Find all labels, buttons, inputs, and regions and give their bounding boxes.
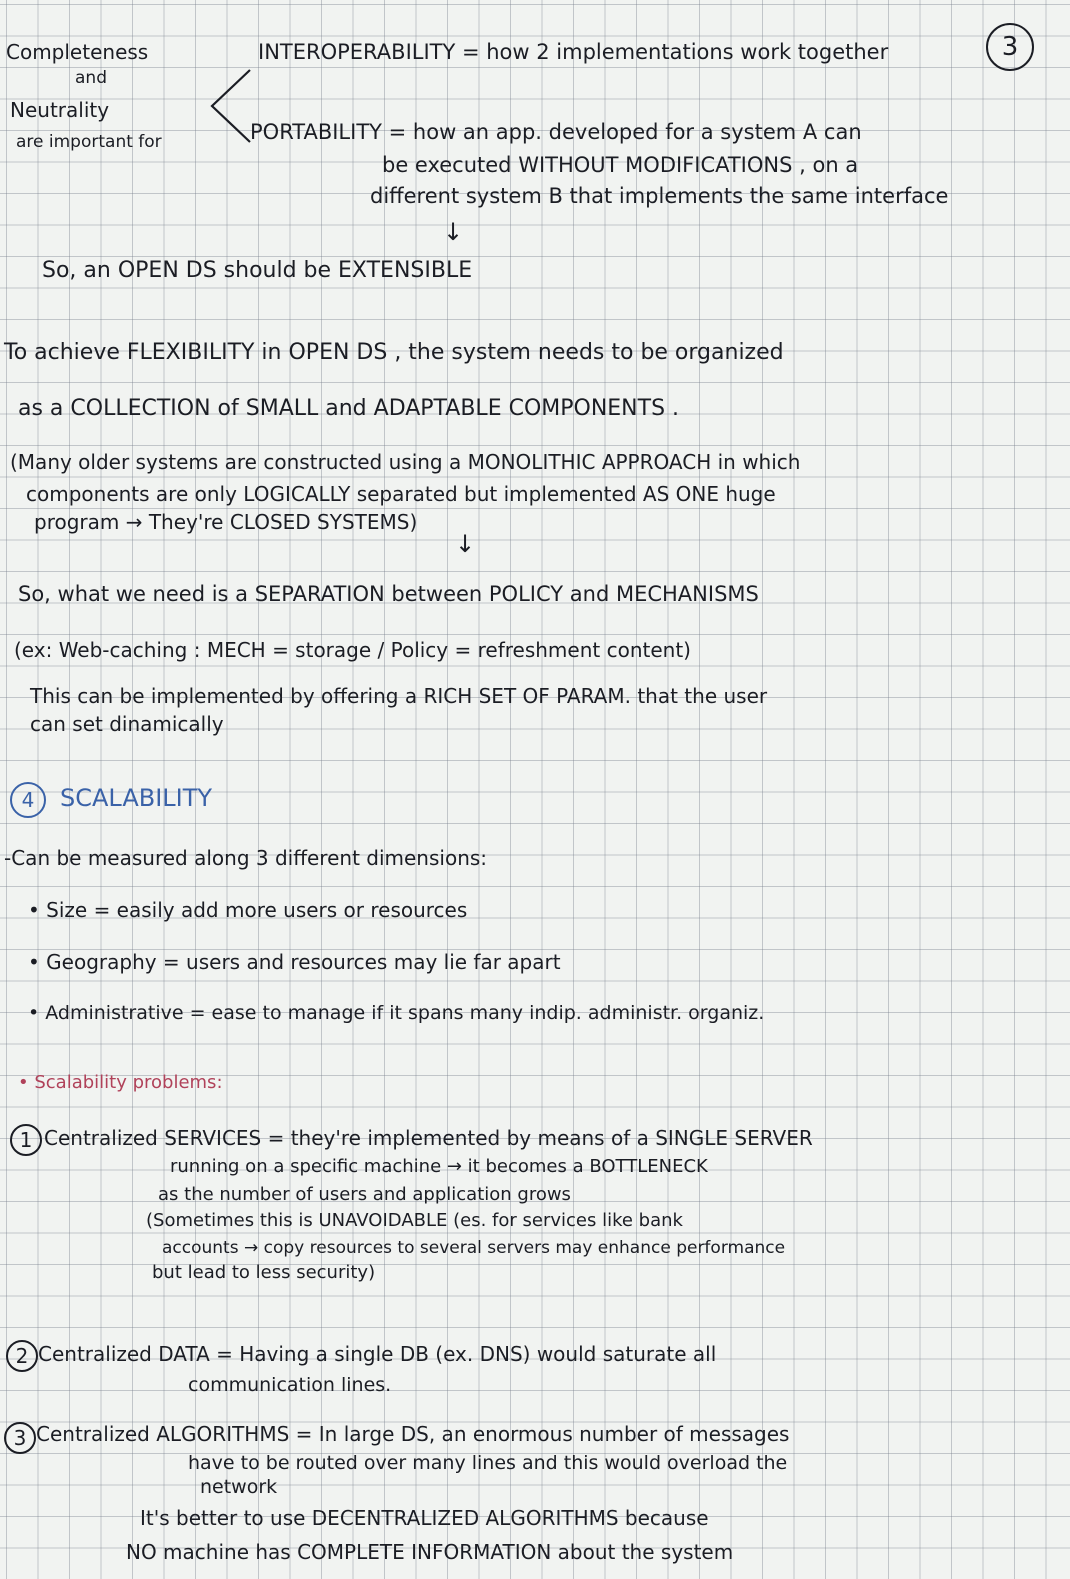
down-arrow-icon-2: ↓: [455, 530, 476, 558]
problem-1-line-3: as the number of users and application grows: [158, 1184, 571, 1205]
flexibility-line-2: as a COLLECTION of SMALL and ADAPTABLE COMPONENTS .: [18, 396, 680, 421]
problem-3-line-3: network: [200, 1476, 278, 1498]
problem-3-line-1: Centralized ALGORITHMS = In large DS, an enormous number of messages: [36, 1422, 790, 1446]
problem-1-line-1: Centralized SERVICES = they're implemented by means of a SINGLE SERVER: [44, 1126, 813, 1150]
scalability-title: SCALABILITY: [60, 784, 213, 812]
problem-3-line-5: NO machine has COMPLETE INFORMATION about the system: [126, 1540, 734, 1564]
monolithic-line-3: program → They're CLOSED SYSTEMS): [34, 510, 418, 534]
open-ds-extensible: So, an OPEN DS should be EXTENSIBLE: [42, 258, 473, 283]
problem-number-3: 3: [4, 1422, 36, 1454]
problem-3-line-2: have to be routed over many lines and this would overload the: [188, 1452, 788, 1474]
section-number-4: 4: [10, 782, 46, 818]
separation-line-3: This can be implemented by offering a RICH SET OF PARAM. that the user: [30, 684, 768, 708]
portability-line-1: PORTABILITY = how an app. developed for a system A can: [250, 120, 862, 144]
dimension-administrative: • Administrative = ease to manage if it spans many indip. administr. organiz.: [28, 1002, 765, 1024]
problem-1-line-5: accounts → copy resources to several servers may enhance performance: [162, 1238, 786, 1258]
separation-line-1: So, what we need is a SEPARATION between POLICY and MECHANISMS: [18, 582, 759, 606]
problem-number-2: 2: [6, 1340, 38, 1372]
problem-1-line-4: (Sometimes this is UNAVOIDABLE (es. for services like bank: [146, 1210, 683, 1231]
separation-line-2: (ex: Web-caching : MECH = storage / Policy = refreshment content): [14, 638, 691, 662]
side-note-line-4: are important for: [16, 132, 162, 152]
dimension-geography: • Geography = users and resources may lie far apart: [28, 950, 561, 974]
side-note-line-2: and: [75, 68, 107, 88]
portability-line-2: be executed WITHOUT MODIFICATIONS , on a: [382, 153, 859, 177]
side-note-line-3: Neutrality: [10, 98, 110, 122]
dimension-size: • Size = easily add more users or resources: [28, 898, 468, 922]
down-arrow-icon: ↓: [443, 218, 464, 246]
problem-2-line-1: Centralized DATA = Having a single DB (ex. DNS) would saturate all: [38, 1342, 717, 1366]
separation-line-4: can set dinamically: [30, 712, 224, 736]
monolithic-line-1: (Many older systems are constructed using a MONOLITHIC APPROACH in which: [10, 450, 801, 474]
scalability-intro: -Can be measured along 3 different dimensions:: [4, 846, 488, 870]
problem-3-line-4: It's better to use DECENTRALIZED ALGORITHMS because: [140, 1506, 709, 1530]
problem-1-line-6: but lead to less security): [152, 1262, 376, 1283]
problem-1-line-2: running on a specific machine → it becomes a BOTTLENECK: [170, 1156, 708, 1177]
interoperability-line: INTEROPERABILITY = how 2 implementations work together: [258, 40, 889, 64]
side-note-line-1: Completeness: [6, 40, 149, 64]
problem-2-line-2: communication lines.: [188, 1374, 392, 1396]
portability-line-3: different system B that implements the same interface: [370, 184, 949, 208]
monolithic-line-2: components are only LOGICALLY separated but implemented AS ONE huge: [26, 482, 776, 506]
flexibility-line-1: To achieve FLEXIBILITY in OPEN DS , the system needs to be organized: [4, 340, 784, 365]
left-brace-icon: [206, 68, 252, 144]
page-number: 3: [986, 23, 1034, 71]
scalability-problems-heading: • Scalability problems:: [18, 1072, 223, 1093]
problem-number-1: 1: [10, 1124, 42, 1156]
